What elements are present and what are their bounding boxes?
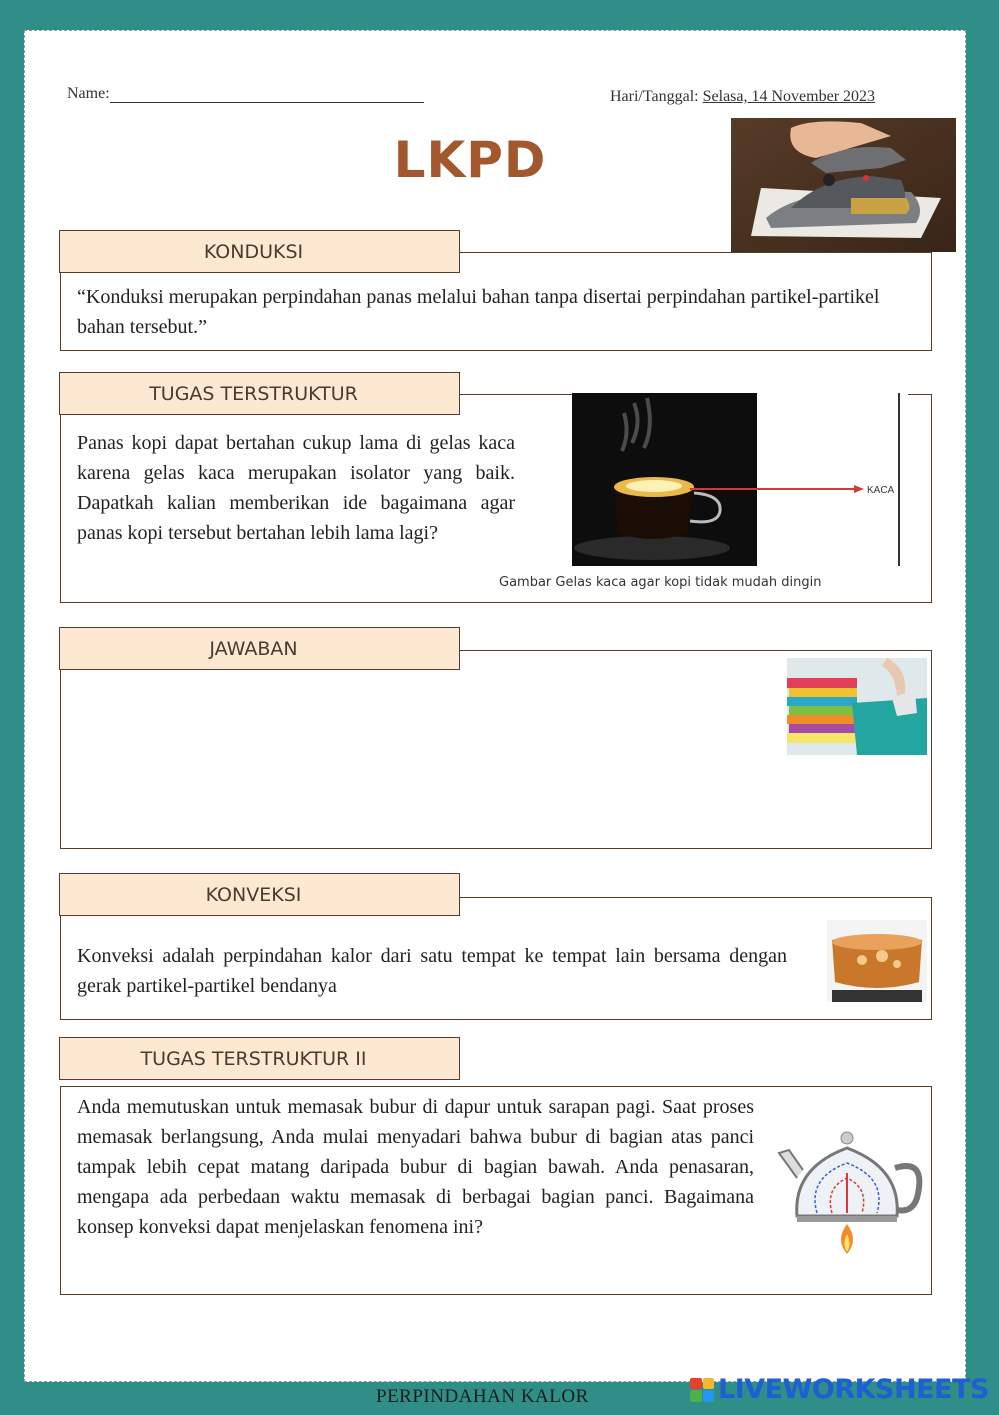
name-field[interactable]	[67, 85, 424, 103]
boiling-pot-image	[827, 920, 927, 1002]
coffee-glass-illustration	[572, 393, 908, 566]
coffee-glass-figure	[572, 393, 908, 566]
iron-image	[731, 118, 956, 252]
iron-illustration	[731, 118, 956, 252]
tab-jawaban: JAWABAN	[59, 627, 460, 670]
tugas1-question: Panas kopi dapat bertahan cukup lama di gelas kaca karena gelas kaca merupakan isolator yang baik. Dapatkah kalian memberikan ide bagaimana agar panas kopi tersebut bertahan lebih lama lagi?	[77, 432, 515, 544]
footer-title: PERPINDAHAN KALOR	[376, 1386, 589, 1407]
kaca-label: KACA	[867, 485, 895, 496]
tab-konveksi: KONVEKSI	[59, 873, 460, 916]
kettle-illustration	[777, 1128, 927, 1258]
liveworksheets-logo-icon	[690, 1378, 714, 1402]
konveksi-definition: Konveksi adalah perpindahan kalor dari satu tempat ke tempat lain bersama dengan gerak partikel-partikel bendanya	[77, 945, 787, 997]
date-value: Selasa, 14 November 2023	[702, 88, 876, 105]
name-label: Name:	[67, 85, 110, 102]
tab-konduksi: KONDUKSI	[59, 230, 460, 273]
kettle-convection-image	[777, 1128, 927, 1258]
brand-name: LIVEWORKSHEETS	[718, 1374, 989, 1405]
name-input-line[interactable]	[110, 86, 424, 103]
tab-tugas-terstruktur: TUGAS TERSTRUKTUR	[59, 372, 460, 415]
liveworksheets-brand	[690, 1374, 989, 1405]
clothes-illustration	[787, 658, 927, 755]
konduksi-definition: “Konduksi merupakan perpindahan panas melalui bahan tanpa disertai perpindahan partikel-partikel bahan tersebut.”	[77, 286, 880, 338]
tugas2-question: Anda memutuskan untuk memasak bubur di dapur untuk sarapan pagi. Saat proses memasak berlangsung, Anda mulai menyadari bahwa bubur di bagian atas panci tampak lebih cepat matang daripada bubur di bagian bawah. Anda penasaran, mengapa ada perbedaan waktu memasak di berbagai bagian panci. Bagaimana konsep konveksi dapat menjelaskan fenomena ini?	[77, 1096, 754, 1238]
clothes-ironing-image	[787, 658, 927, 755]
worksheet-page	[24, 30, 966, 1382]
tab-tugas-terstruktur-ii: TUGAS TERSTRUKTUR II	[59, 1037, 460, 1080]
boiling-pot-illustration	[827, 920, 927, 1002]
date-field	[610, 88, 875, 106]
coffee-figure-caption: Gambar Gelas kaca agar kopi tidak mudah dingin	[499, 575, 822, 590]
page-title: LKPD	[393, 131, 547, 189]
date-label: Hari/Tanggal:	[610, 88, 699, 105]
